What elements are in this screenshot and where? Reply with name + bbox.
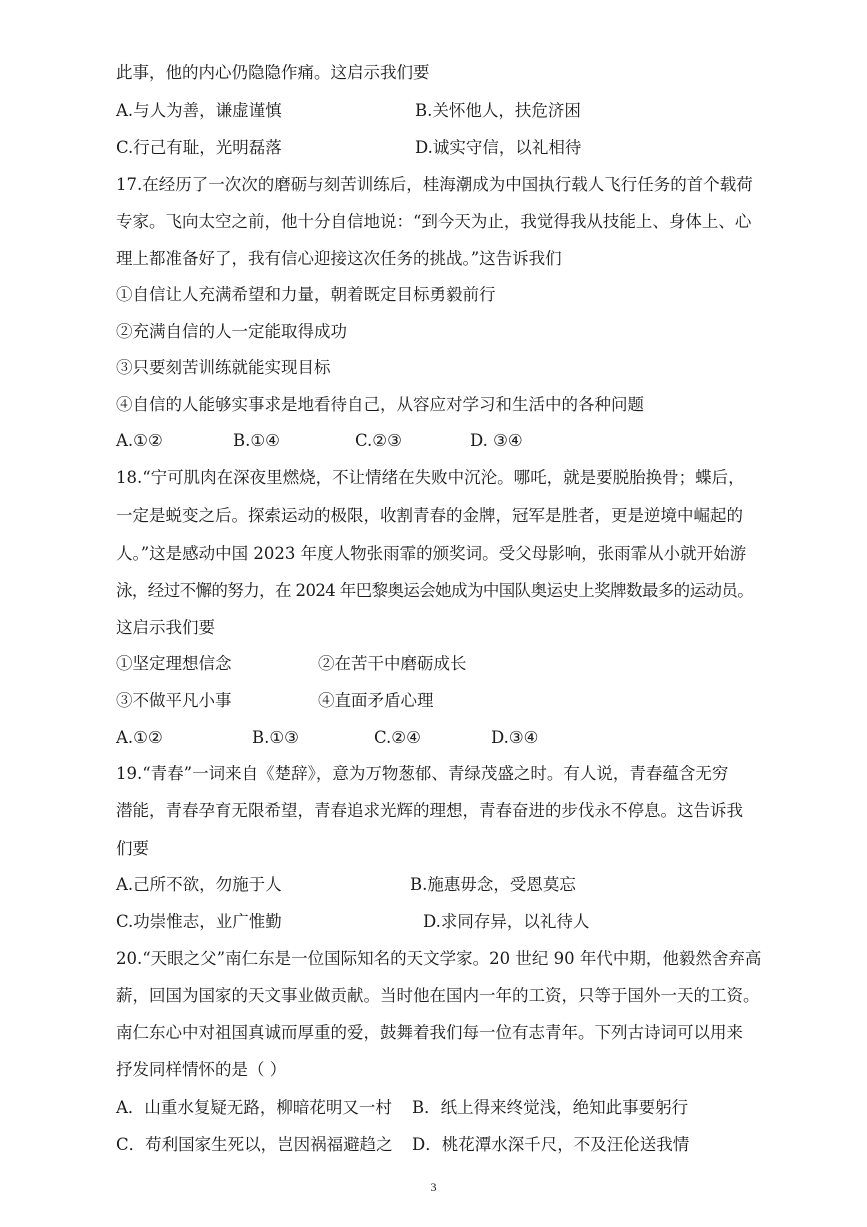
q17-statement-1: ①自信让人充满希望和力量，朝着既定目标勇毅前行 bbox=[116, 285, 496, 304]
q19-stem-line-2: 潜能，青春孕育无限希望，青春追求光辉的理想，青春奋进的步伐永不停息。这告诉我 bbox=[116, 801, 743, 820]
q17-option-d: D. ③④ bbox=[470, 431, 523, 450]
q16-option-a: A.与人为善，谦虚谨慎 bbox=[116, 101, 282, 120]
q18-statement-4: ④直面矛盾心理 bbox=[318, 691, 434, 710]
q20-stem-line-1: 20.“天眼之父”南仁东是一位国际知名的天文学家。20 世纪 90 年代中期，他毅然舍弃高 bbox=[116, 949, 762, 968]
q18-statement-3: ③不做平凡小事 bbox=[116, 691, 232, 710]
q19-stem-line-1: 19.“青春”一词来自《楚辞》，意为万物葱郁、青绿茂盛之时。有人说，青春蕴含无穷 bbox=[116, 764, 729, 783]
q18-statement-2: ②在苦干中磨砺成长 bbox=[318, 654, 467, 673]
q18-stem-line-5: 这启示我们要 bbox=[116, 618, 215, 637]
q20-option-c: C．苟利国家生死以，岂因祸福避趋之 bbox=[116, 1135, 393, 1154]
q18-option-c: C.②④ bbox=[374, 728, 421, 747]
q19-option-c: C.功崇惟志，业广惟勤 bbox=[116, 912, 282, 931]
q18-statement-1: ①坚定理想信念 bbox=[116, 654, 232, 673]
q17-stem-line-1: 17.在经历了一次次的磨砺与刻苦训练后，桂海潮成为中国执行载人飞行任务的首个载荷 bbox=[116, 175, 753, 194]
q17-statement-3: ③只要刻苦训练就能实现目标 bbox=[116, 358, 331, 377]
q20-stem-line-4: 抒发同样情怀的是（ ） bbox=[116, 1060, 287, 1079]
q17-option-c: C.②③ bbox=[355, 431, 402, 450]
q19-stem-line-3: 们要 bbox=[116, 839, 149, 858]
page-number: 3 bbox=[430, 1180, 437, 1194]
q17-option-a: A.①② bbox=[116, 431, 163, 450]
q20-option-a: A．山重水复疑无路，柳暗花明又一村 bbox=[116, 1098, 392, 1117]
q17-stem-line-2: 专家。飞向太空之前，他十分自信地说：“到今天为止，我觉得我从技能上、身体上、心 bbox=[116, 212, 752, 231]
q16-option-c: C.行己有耻，光明磊落 bbox=[116, 138, 282, 157]
q16-stem-tail: 此事，他的内心仍隐隐作痛。这启示我们要 bbox=[116, 63, 430, 82]
q18-option-a: A.①② bbox=[116, 728, 163, 747]
q19-option-d: D.求同存异，以礼待人 bbox=[423, 912, 590, 931]
q18-option-b: B.①③ bbox=[252, 728, 299, 747]
q18-stem-line-3: 人。”这是感动中国 2023 年度人物张雨霏的颁奖词。受父母影响，张雨霏从小就开始游 bbox=[116, 544, 747, 563]
q19-option-b: B.施惠毋念，受恩莫忘 bbox=[410, 875, 576, 894]
q17-option-b: B.①④ bbox=[233, 431, 280, 450]
q20-option-b: B．纸上得来终觉浅，绝知此事要躬行 bbox=[412, 1098, 689, 1117]
q17-statement-4: ④自信的人能够实事求是地看待自己，从容应对学习和生活中的各种问题 bbox=[116, 395, 644, 414]
q20-option-d: D．桃花潭水深千尺，不及汪伦送我情 bbox=[412, 1135, 690, 1154]
q16-option-b: B.关怀他人，扶危济困 bbox=[415, 101, 581, 120]
q18-stem-line-4: 泳，经过不懈的努力，在 2024 年巴黎奥运会她成为中国队奥运史上奖牌数最多的运动员。 bbox=[116, 581, 754, 600]
q18-stem-line-1: 18.“宁可肌肉在深夜里燃烧，不让情绪在失败中沉沦。哪吒，就是要脱胎换骨；蝶后， bbox=[116, 468, 745, 487]
q18-option-d: D.③④ bbox=[491, 728, 539, 747]
q18-stem-line-2: 一定是蜕变之后。探索运动的极限，收割青春的金牌，冠军是胜者，更是逆境中崛起的 bbox=[116, 506, 743, 525]
q16-option-d: D.诚实守信，以礼相待 bbox=[415, 138, 582, 157]
q17-statement-2: ②充满自信的人一定能取得成功 bbox=[116, 322, 347, 341]
q20-stem-line-2: 薪，回国为国家的天文事业做贡献。当时他在国内一年的工资，只等于国外一天的工资。 bbox=[116, 986, 760, 1005]
q17-stem-line-3: 理上都准备好了，我有信心迎接这次任务的挑战。”这告诉我们 bbox=[116, 249, 562, 268]
q19-option-a: A.己所不欲，勿施于人 bbox=[116, 875, 282, 894]
q20-stem-line-3: 南仁东心中对祖国真诚而厚重的爱，鼓舞着我们每一位有志青年。下列古诗词可以用来 bbox=[116, 1023, 743, 1042]
